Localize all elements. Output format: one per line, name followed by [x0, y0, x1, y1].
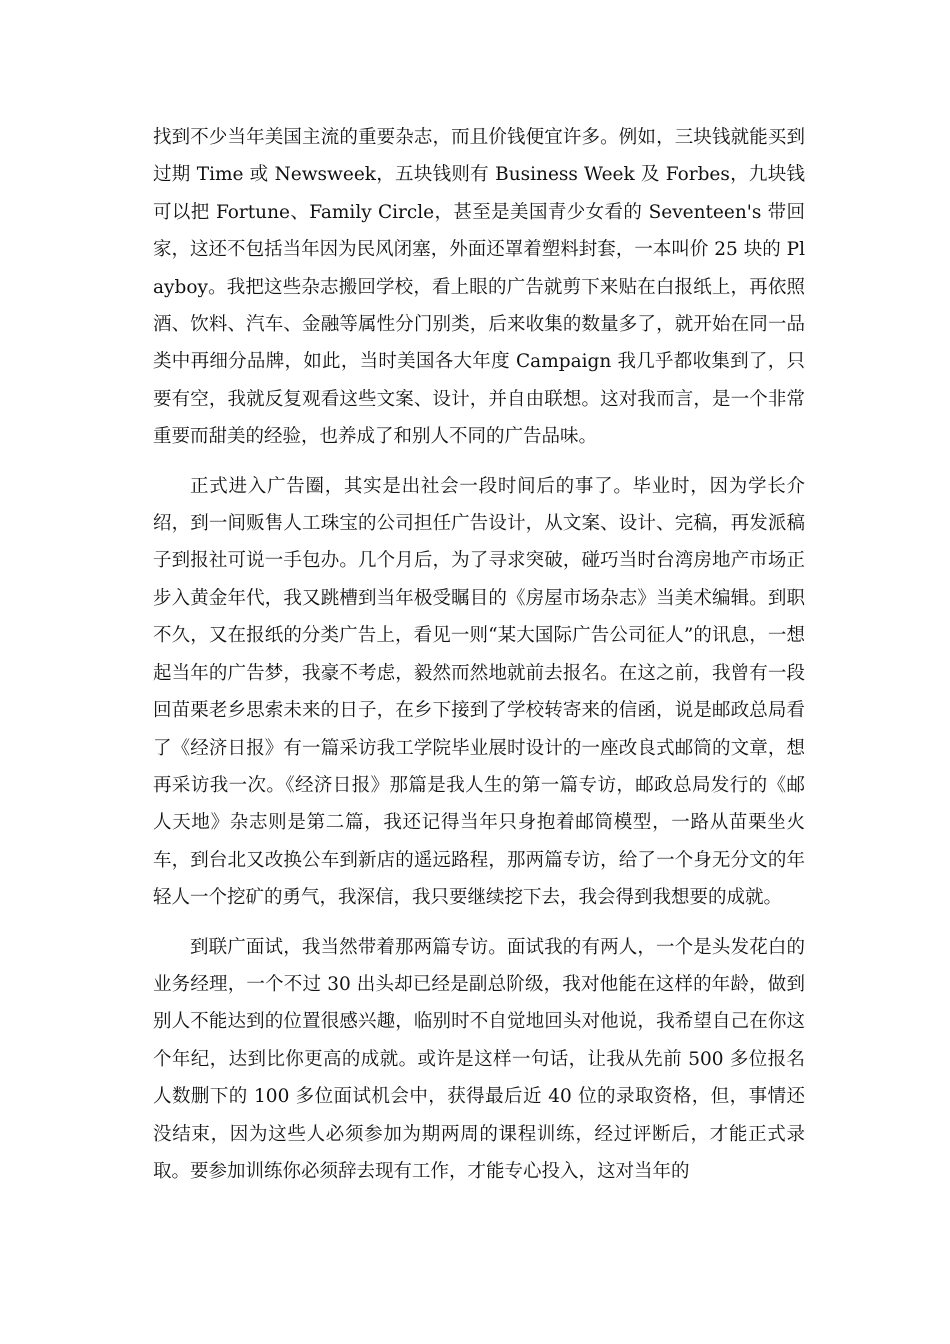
- paragraph-3: 到联广面试，我当然带着那两篇专访。面试我的有两人，一个是头发花白的业务经理，一个不过 30 出头却已经是副总阶级，我对他能在这样的年龄，做到别人不能达到的位置很感兴趣，临别时不自觉地回头对他说，我希望自己在你这个年纪，达到比你更高的成就。或许是这样一句话，让我从先前 500 多位报名人数删下的 100 多位面试机会中，获得最后近 40 位的录取资格，但，事情还没结束，因为这些人必须参加为期两周的课程训练，经过评断后，才能正式录取。要参加训练你必须辞去现有工作，才能专心投入，这对当年的: [153, 936, 805, 1182]
- paragraph-2: 正式进入广告圈，其实是出社会一段时间后的事了。毕业时，因为学长介绍，到一间贩售人工珠宝的公司担任广告设计，从文案、设计、完稿，再发派稿子到报社可说一手包办。几个月后，为了寻求突破，碰巧当时台湾房地产市场正步入黄金年代，我又跳槽到当年极受瞩目的《房屋市场杂志》当美术编辑。到职不久，又在报纸的分类广告上，看见一则“某大国际广告公司征人”的讯息，一想起当年的广告梦，我豪不考虑，毅然而然地就前去报名。在这之前，我曾有一段回苗栗老乡思索未来的日子，在乡下接到了学校转寄来的信函，说是邮政总局看了《经济日报》有一篇采访我工学院毕业展时设计的一座改良式邮筒的文章，想再采访我一次。《经济日报》那篇是我人生的第一篇专访，邮政总局发行的《邮人天地》杂志则是第二篇，我还记得当年只身抱着邮筒模型，一路从苗栗坐火车，到台北又改换公车到新店的遥远路程，那两篇专访，给了一个身无分文的年轻人一个挖矿的勇气，我深信，我只要继续挖下去，我会得到我想要的成就。: [153, 475, 805, 909]
- document-page: [153, 119, 805, 1190]
- paragraph-1: 找到不少当年美国主流的重要杂志，而且价钱便宜许多。例如，三块钱就能买到过期 Time 或 Newsweek，五块钱则有 Business Week 及 Forbes，九块钱可以把 Fortune、Family Circle，甚至是美国青少女看的 Seventeen's 带回家，这还不包括当年因为民风闭塞，外面还罩着塑料封套，一本叫价 25 块的 Playboy。我把这些杂志搬回学校，看上眼的广告就剪下来贴在白报纸上，再依照酒、饮料、汽车、金融等属性分门别类，后来收集的数量多了，就开始在同一品类中再细分品牌，如此，当时美国各大年度 Campaign 我几乎都收集到了，只要有空，我就反复观看这些文案、设计，并自由联想。这对我而言，是一个非常重要而甜美的经验，也养成了和别人不同的广告品味。: [153, 127, 805, 448]
